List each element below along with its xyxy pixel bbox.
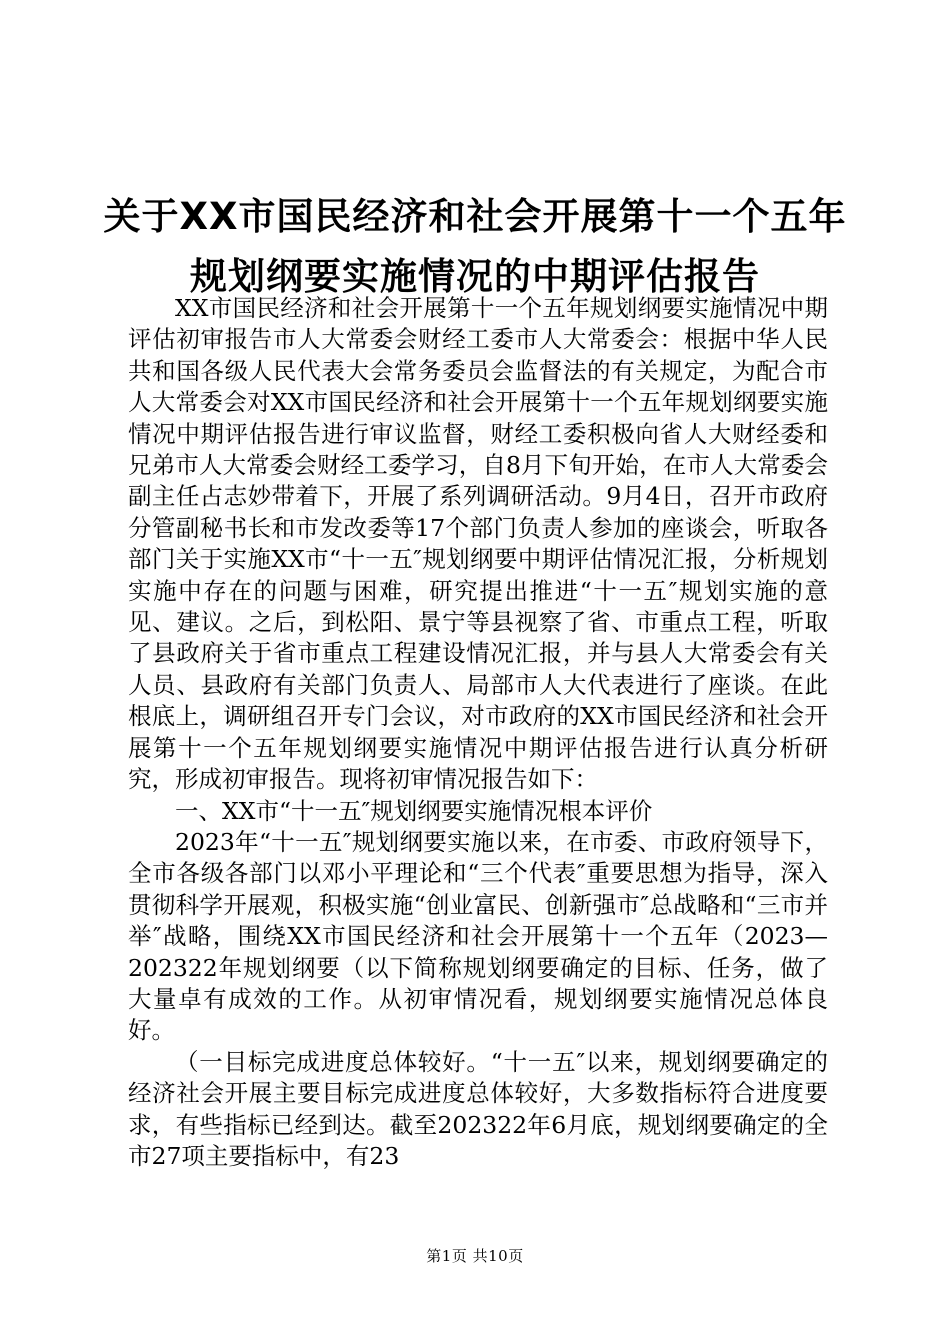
document-body [128,293,828,1172]
document-title-line-1: 关于XX市国民经济和社会开展第十一个五年 [103,195,847,238]
paragraph-overview: 2023年“十一五″规划纲要实施以来，在市委、市政府领导下，全市各级各部门以邓小平理论和“三个代表″重要思想为指导，深入贯彻科学开展观，积极实施“创业富民、创新强市″总战略和“三市并举″战略，围绕XX市国民经济和社会开展第十一个五年（2023—202322年规划纲要（以下简称规划纲要确定的目标、任务，做了大量卓有成效的工作。从初审情况看，规划纲要实施情况总体良好。 [128,827,828,1045]
paragraph-intro: XX市国民经济和社会开展第十一个五年规划纲要实施情况中期评估初审报告市人大常委会财经工委市人大常委会：根据中华人民共和国各级人民代表大会常务委员会监督法的有关规定，为配合市人大常委会对XX市国民经济和社会开展第十一个五年规划纲要实施情况中期评估报告进行审议监督，财经工委积极向省人大财经委和兄弟市人大常委会财经工委学习，自8月下旬开始，在市人大常委会副主任占志妙带着下，开展了系列调研活动。9月4日，召开市政府分管副秘书长和市发改委等17个部门负责人参加的座谈会，听取各部门关于实施XX市“十一五″规划纲要中期评估情况汇报，分析规划实施中存在的问题与困难，研究提出推进“十一五″规划实施的意见、建议。之后，到松阳、景宁等县视察了省、市重点工程，听取了县政府关于省市重点工程建设情况汇报，并与县人大常委会有关人员、县政府有关部门负责人、局部市人大代表进行了座谈。在此根底上，调研组召开专门会议，对市政府的XX市国民经济和社会开展第十一个五年规划纲要实施情况中期评估报告进行认真分析研究，形成初审报告。现将初审情况报告如下： [128,294,828,794]
paragraph-targets: （一目标完成进度总体较好。“十一五″以来，规划纲要确定的经济社会开展主要目标完成进度总体较好，大多数指标符合进度要求，有些指标已经到达。截至202322年6月底，规划纲要确定的全市27项主要指标中，有23 [128,1047,828,1170]
document-title-line-2: 规划纲要实施情况的中期评估报告 [190,255,760,298]
page-number-footer: 第1页 共10页 [426,1247,524,1265]
section-heading-1: 一、XX市“十一五″规划纲要实施情况根本评价 [175,796,653,825]
